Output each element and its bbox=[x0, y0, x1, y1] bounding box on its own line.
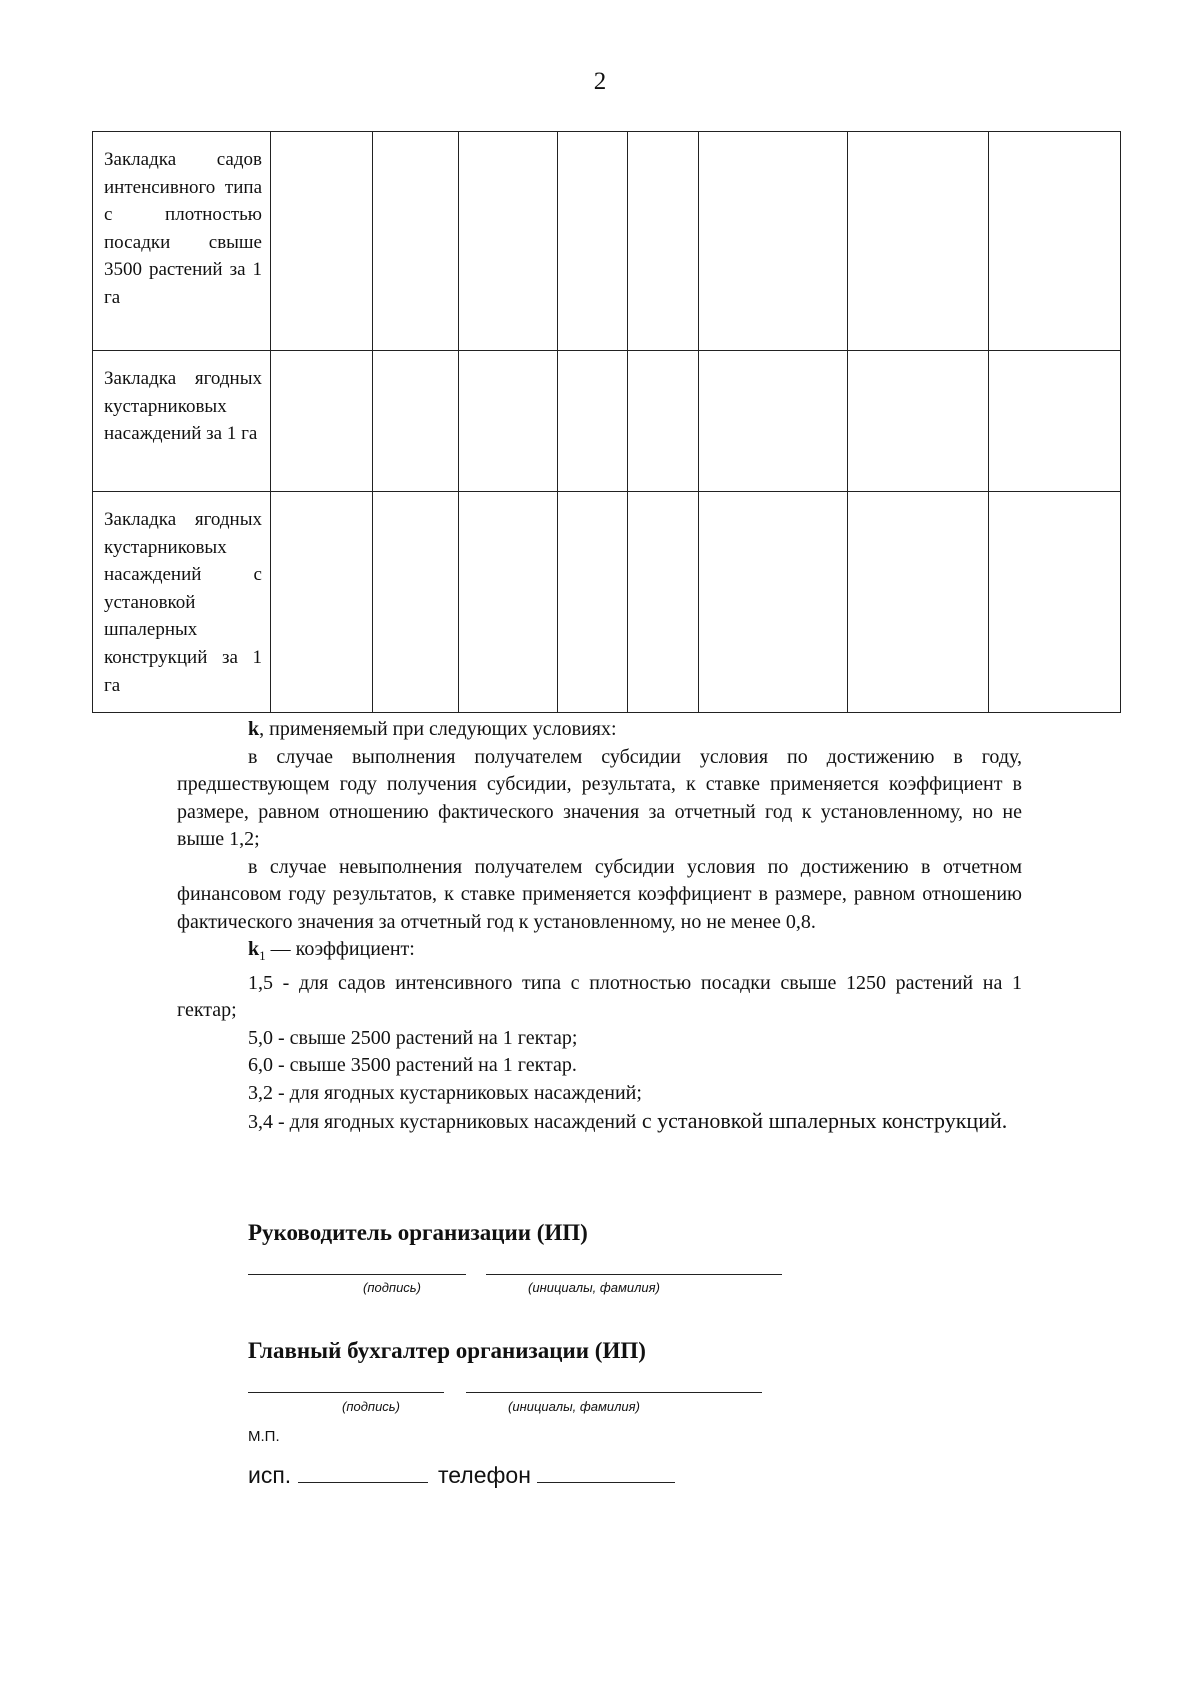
page-number: 2 bbox=[593, 68, 607, 95]
accountant-signature-line bbox=[248, 1392, 444, 1393]
table-cell bbox=[628, 351, 699, 492]
table-cell bbox=[628, 132, 699, 351]
table-cell bbox=[271, 351, 373, 492]
table-cell bbox=[699, 351, 848, 492]
table-cell bbox=[373, 351, 459, 492]
table-cell bbox=[271, 492, 373, 713]
table-cell bbox=[271, 132, 373, 351]
table-cell bbox=[373, 492, 459, 713]
executor-label: исп. bbox=[248, 1462, 292, 1488]
table-cell bbox=[558, 492, 628, 713]
row-label: Закладка ягодных кустарниковых насаждений с установкой шпалерных конструкций за 1 га bbox=[93, 492, 271, 713]
k-symbol: k bbox=[248, 718, 260, 740]
coefficient-2: 5,0 - свыше 2500 растений на 1 гектар; bbox=[248, 1026, 578, 1049]
table-cell bbox=[373, 132, 459, 351]
table-row bbox=[93, 351, 1121, 492]
executor-row bbox=[248, 1458, 675, 1489]
k-definition bbox=[177, 716, 1022, 744]
accountant-signature-caption: (подпись) bbox=[342, 1399, 400, 1414]
coefficient-5-part-a: 3,4 - для ягодных кустарниковых насаждений bbox=[248, 1111, 637, 1133]
coefficient-1: 1,5 - для садов интенсивного типа с плотностью посадки свыше 1250 растений на 1 гектар; bbox=[177, 971, 1022, 1021]
table-row bbox=[93, 492, 1121, 713]
head-signature-title: Руководитель организации (ИП) bbox=[248, 1220, 588, 1245]
accountant-signature-title: Главный бухгалтер организации (ИП) bbox=[248, 1338, 646, 1363]
data-table bbox=[92, 131, 1121, 713]
k1-subscript: 1 bbox=[259, 948, 266, 963]
head-name-caption: (инициалы, фамилия) bbox=[528, 1280, 660, 1295]
coefficient-5-part-b: с установкой шпалерных конструкций. bbox=[636, 1108, 1008, 1133]
k-intro: , применяемый при следующих условиях: bbox=[259, 718, 617, 740]
row-label: Закладка садов интенсивного типа с плотностью посадки свыше 3500 растений за 1 га bbox=[93, 132, 271, 351]
table-cell bbox=[459, 351, 558, 492]
phone-label: телефон bbox=[437, 1462, 531, 1488]
table-cell bbox=[459, 132, 558, 351]
condition-2: в случае невыполнения получателем субсидии условия по достижению в отчетном финансовом году результатов, к ставке применяется коэффициент в размере, равном отношению фактического значения за отчетный год к установленному, но не менее 0,8. bbox=[177, 855, 1022, 933]
coefficient-3: 6,0 - свыше 3500 растений на 1 гектар. bbox=[248, 1054, 577, 1076]
head-signature-line bbox=[248, 1274, 466, 1275]
table-cell bbox=[459, 492, 558, 713]
k1-symbol: k bbox=[248, 938, 260, 960]
executor-blank bbox=[298, 1458, 428, 1483]
accountant-name-caption: (инициалы, фамилия) bbox=[508, 1399, 640, 1414]
row-label: Закладка ягодных кустарниковых насаждений за 1 га bbox=[93, 351, 271, 492]
coefficient-4: 3,2 - для ягодных кустарниковых насаждений; bbox=[248, 1081, 642, 1104]
table-cell bbox=[848, 351, 989, 492]
phone-blank bbox=[537, 1458, 675, 1483]
table-cell bbox=[558, 351, 628, 492]
head-name-line bbox=[486, 1274, 782, 1275]
k1-intro: — коэффициент: bbox=[265, 938, 415, 960]
table-cell bbox=[848, 492, 989, 713]
condition-1: в случае выполнения получателем субсидии условия по достижению в году, предшествующем году получения субсидии, результата, к ставке применяется коэффициент в размере, равном отношению фактического значения за отчетный год к установленному, но не выше 1,2; bbox=[177, 745, 1022, 850]
coefficient-5 bbox=[177, 1107, 1022, 1137]
accountant-name-line bbox=[466, 1392, 762, 1393]
table-cell bbox=[558, 132, 628, 351]
table-cell bbox=[699, 492, 848, 713]
table-cell bbox=[989, 351, 1121, 492]
body-text bbox=[177, 716, 1022, 1137]
table-cell bbox=[848, 132, 989, 351]
table-cell bbox=[699, 132, 848, 351]
table-row bbox=[93, 132, 1121, 351]
stamp-place-label: М.П. bbox=[248, 1428, 280, 1445]
head-signature-caption: (подпись) bbox=[363, 1280, 421, 1295]
k1-definition bbox=[177, 936, 1022, 970]
table-cell bbox=[628, 492, 699, 713]
table-cell bbox=[989, 492, 1121, 713]
table-cell bbox=[989, 132, 1121, 351]
